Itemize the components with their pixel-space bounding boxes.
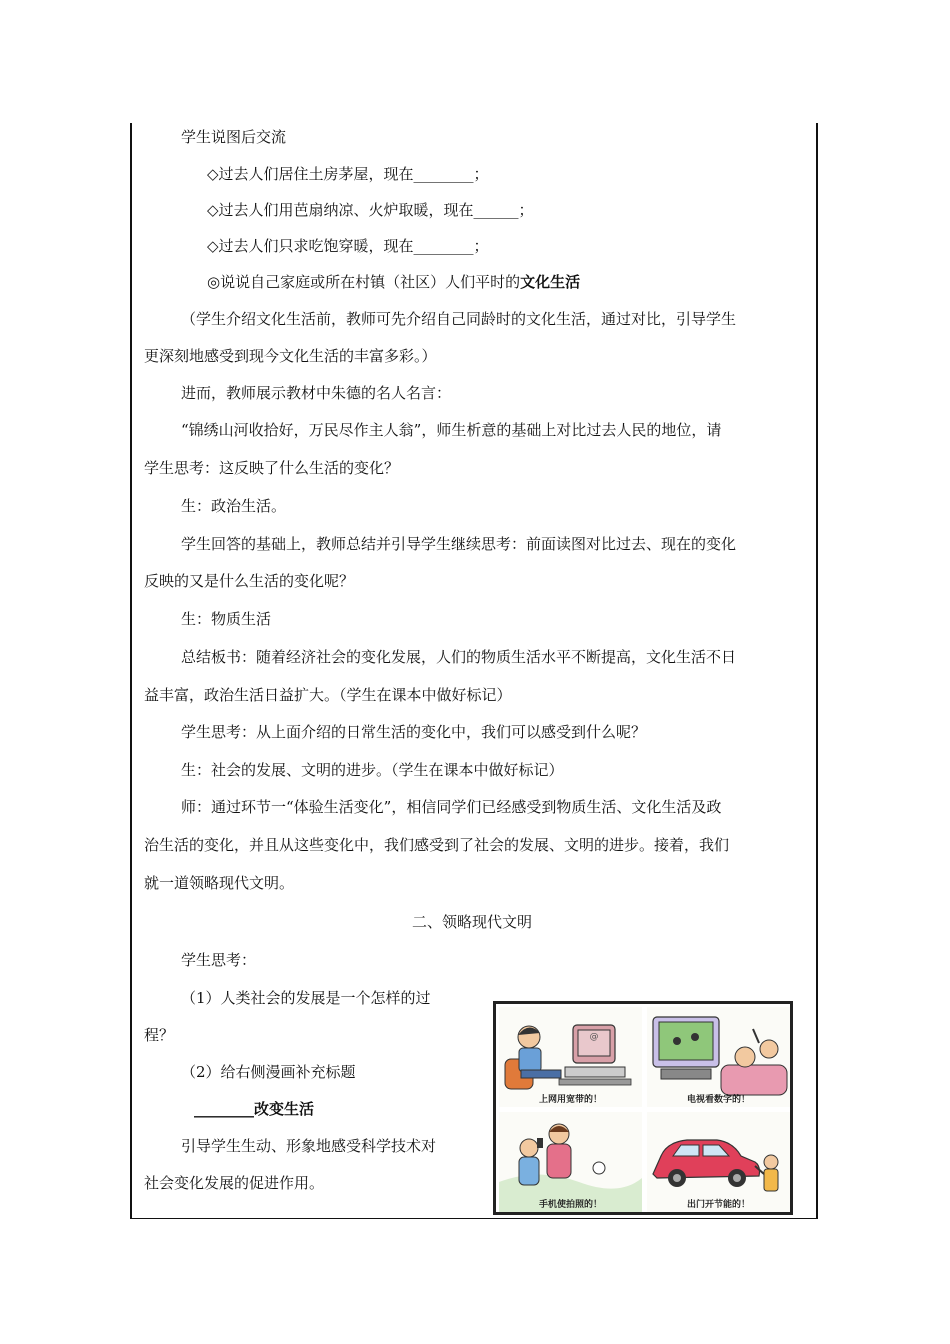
text-line: 更深刻地感受到现今文化生活的丰富多彩。） <box>144 347 437 365</box>
text-line: 生：社会的发展、文明的进步。（学生在课本中做好标记） <box>181 761 564 779</box>
text-line: 引导学生生动、形象地感受科学技术对 <box>181 1137 437 1155</box>
text-line: “锦绣山河收拾好，万民尽作主人翁”，师生析意的基础上对比过去人民的地位，请 <box>181 421 722 439</box>
comic-panel-phone <box>499 1112 642 1212</box>
text-normal: ◎说说自己家庭或所在村镇（社区）人们平时的 <box>207 273 521 291</box>
text-line: 生：政治生活。 <box>181 497 287 515</box>
section-heading: 二、领略现代文明 <box>411 913 532 931</box>
text-line: 程？ <box>144 1026 175 1044</box>
text-line: ◇过去人们只求吃饱穿暖，现在________； <box>207 237 489 255</box>
text-line: 反映的又是什么生活的变化呢？ <box>144 572 355 590</box>
text-line: 学生回答的基础上，教师总结并引导学生继续思考：前面读图对比过去、现在的变化 <box>181 535 737 553</box>
text-line: 学生说图后交流 <box>181 128 287 146</box>
text-line: 师：通过环节一“体验生活变化”，相信同学们已经感受到物质生活、文化生活及政 <box>181 798 722 816</box>
text-line: 就一道领略现代文明。 <box>144 874 295 892</box>
text-bold: 文化生活 <box>520 273 581 291</box>
text-line: 进而，教师展示教材中朱德的名人名言： <box>181 384 452 402</box>
text-line: 学生思考： <box>181 951 257 969</box>
text-line <box>207 272 580 292</box>
text-line: ◇过去人们用芭扇纳凉、火炉取暖，现在______； <box>207 201 534 219</box>
text-line: （2）给右侧漫画补充标题 <box>181 1063 356 1081</box>
text-line: （1）人类社会的发展是一个怎样的过 <box>181 989 431 1007</box>
text-line: 治生活的变化，并且从这些变化中，我们感受到了社会的发展、文明的进步。接着，我们 <box>144 836 730 854</box>
comic-illustration <box>493 1001 793 1215</box>
text-line: 学生思考：从上面介绍的日常生活的变化中，我们可以感受到什么呢？ <box>181 723 647 741</box>
fill-blank-title: ________改变生活 <box>194 1100 315 1118</box>
text-line: ◇过去人们居住土房茅屋，现在________； <box>207 165 489 183</box>
comic-caption: 上网用宽带的！ <box>538 1095 602 1105</box>
comic-caption: 出门开节能的！ <box>686 1200 750 1210</box>
comic-caption: 手机使拍照的！ <box>538 1200 602 1210</box>
text-line: 社会变化发展的促进作用。 <box>144 1174 325 1192</box>
text-line: 学生思考：这反映了什么生活的变化？ <box>144 459 400 477</box>
text-line: 益丰富，政治生活日益扩大。（学生在课本中做好标记） <box>144 686 512 704</box>
comic-panel-tv <box>647 1007 790 1107</box>
svg-text:@: @ <box>589 1032 599 1042</box>
text-line: 生：物质生活 <box>181 610 272 628</box>
text-line: 总结板书：随着经济社会的变化发展，人们的物质生活水平不断提高，文化生活不日 <box>181 648 737 666</box>
comic-panel-internet <box>499 1007 642 1107</box>
text-line: （学生介绍文化生活前，教师可先介绍自己同龄时的文化生活，通过对比，引导学生 <box>181 310 737 328</box>
comic-caption: 电视看数字的！ <box>686 1095 750 1105</box>
comic-panel-car <box>647 1112 790 1212</box>
